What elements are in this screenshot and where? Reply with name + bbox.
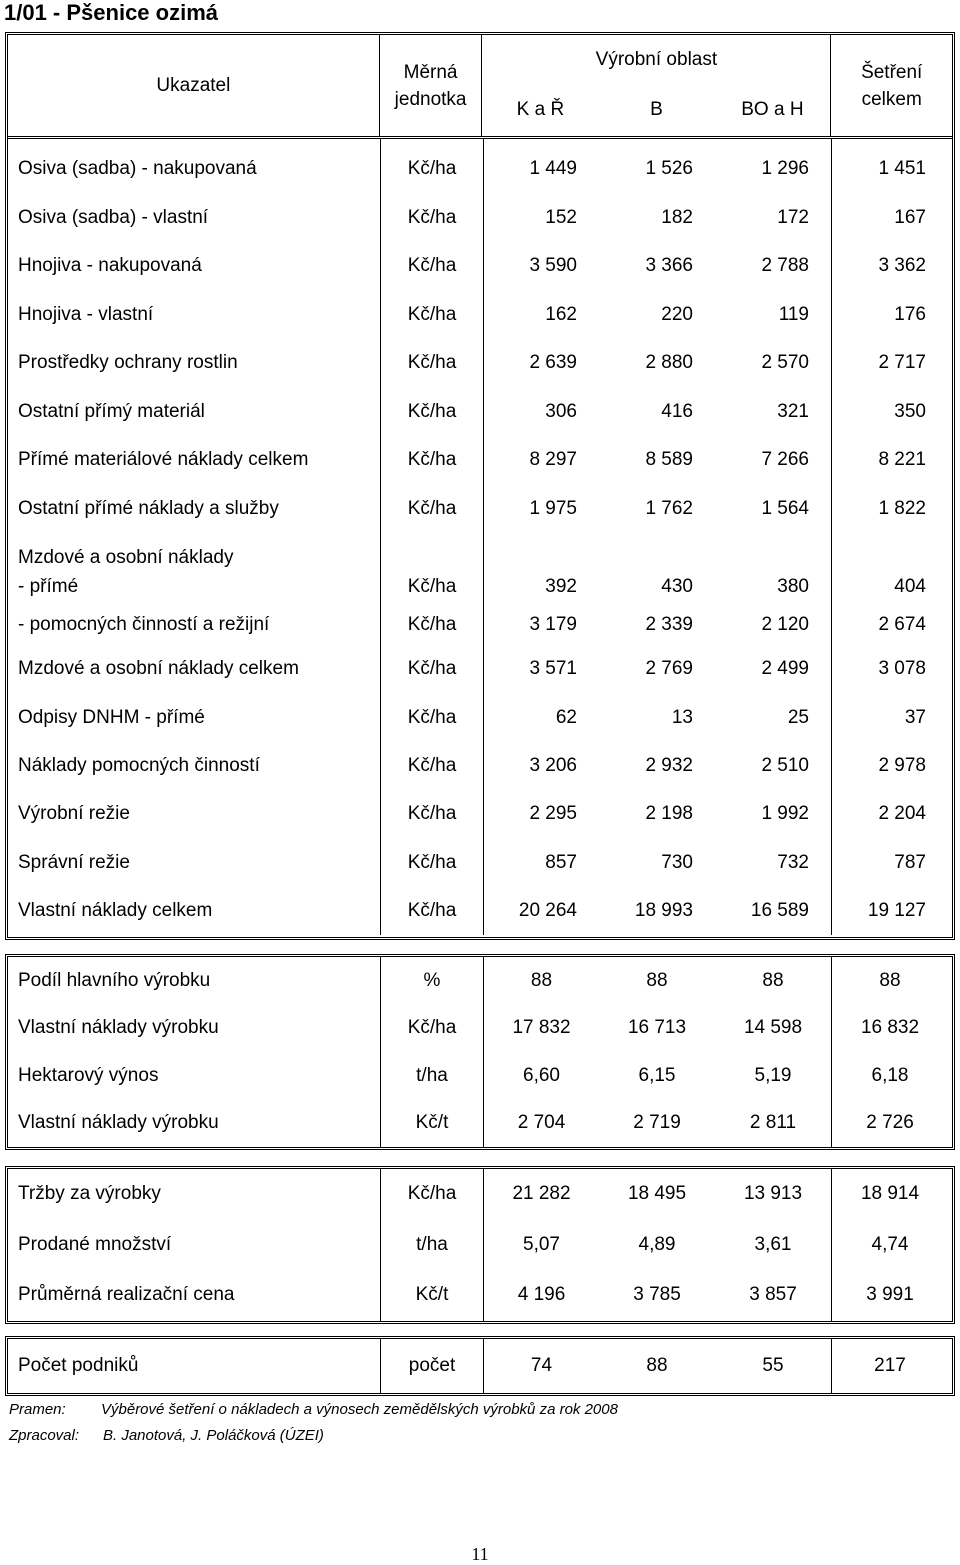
header-col-b: B: [650, 99, 663, 120]
row-label: Mzdové a osobní náklady celkem: [18, 658, 299, 680]
row-unit: %: [380, 957, 483, 1005]
value-celkem: 787: [831, 839, 948, 887]
value-boah: 13 913: [743, 1183, 803, 1205]
value-boah: 55: [762, 1355, 784, 1376]
row-unit: Kč/ha: [380, 742, 483, 790]
table-row: [8, 194, 952, 243]
table-row: [8, 339, 952, 388]
footnote-source-text: Výběrové šetření o nákladech a výnosech zemědělských výrobků za rok 2008: [101, 1401, 618, 1418]
header-setreni: [830, 35, 952, 136]
row-unit: Kč/ha: [380, 145, 483, 194]
value-boah: 2 120: [761, 614, 809, 635]
value-celkem: 1 822: [831, 485, 948, 534]
table-row: [8, 1005, 952, 1053]
value-celkem: 2 204: [831, 790, 948, 838]
header-unit-line1: Měrná: [403, 61, 458, 83]
table-row: [8, 1270, 952, 1321]
table-row: [8, 957, 952, 1005]
header-col-kar: K a Ř: [516, 99, 565, 120]
row-unit: Kč/ha: [380, 436, 483, 485]
header-setreni-line2: celkem: [861, 88, 922, 110]
value-b: 730: [661, 851, 693, 873]
page-title: 1/01 - Pšenice ozimá: [4, 0, 218, 25]
table-row: [8, 569, 952, 605]
value-boah: 2 788: [761, 255, 809, 277]
value-boah: 3,61: [754, 1233, 792, 1255]
value-kar: 6,60: [483, 1052, 599, 1100]
header-setreni-line1: Šetření: [861, 61, 923, 83]
table-body: [8, 139, 952, 935]
value-b: 220: [661, 303, 693, 325]
value-b: 2 880: [645, 352, 693, 374]
value-b: 2 719: [633, 1112, 681, 1134]
table-row: [8, 1100, 952, 1148]
value-boah: 1 992: [761, 803, 809, 825]
value-kar: 162: [483, 291, 599, 340]
row-label: Vlastní náklady výrobku: [18, 1017, 219, 1039]
header-oblast-label: Výrobní oblast: [595, 48, 718, 70]
footnote-source-label: Pramen:: [9, 1401, 66, 1418]
value-boah: 16 589: [750, 900, 809, 922]
row-unit: Kč/ha: [380, 645, 483, 693]
table-row: [8, 790, 952, 838]
empty-cell: [599, 533, 715, 569]
value-celkem: 2 726: [831, 1100, 948, 1148]
value-b: 2 932: [645, 754, 693, 776]
row-label: Hektarový výnos: [18, 1064, 159, 1086]
footnote-author: [9, 1427, 324, 1444]
value-kar: 5,07: [483, 1220, 599, 1271]
row-label: Vlastní náklady celkem: [18, 900, 213, 922]
row-unit: Kč/ha: [380, 569, 483, 605]
value-kar: 21 282: [483, 1169, 599, 1220]
row-label: Výrobní režie: [18, 803, 130, 825]
value-kar: 857: [483, 839, 599, 887]
value-celkem: 217: [831, 1339, 948, 1393]
value-kar: 1 449: [483, 145, 599, 194]
table-row-heading: [8, 533, 952, 569]
value-boah: 380: [777, 576, 809, 597]
value-celkem: 4,74: [831, 1220, 948, 1271]
empty-cell: [831, 533, 948, 569]
row-unit: Kč/t: [380, 1100, 483, 1148]
value-celkem: 16 832: [831, 1005, 948, 1053]
row-label: Hnojiva - vlastní: [18, 303, 154, 325]
row-unit: Kč/ha: [380, 339, 483, 388]
enterprise-count-body: [8, 1339, 952, 1393]
table-row: [8, 145, 952, 194]
table-row: [8, 839, 952, 887]
value-b: 13: [671, 706, 693, 728]
row-unit: Kč/ha: [380, 605, 483, 645]
value-b: 88: [646, 969, 668, 991]
value-boah: 2 510: [761, 754, 809, 776]
value-kar: 74: [483, 1339, 599, 1393]
table-row: [8, 742, 952, 790]
row-label: Tržby za výrobky: [18, 1183, 161, 1205]
value-kar: 20 264: [483, 887, 599, 935]
value-kar: 4 196: [483, 1270, 599, 1321]
sales-table-body: [8, 1169, 952, 1321]
row-label: Náklady pomocných činností: [18, 754, 260, 776]
header-ukazatel: [8, 35, 379, 136]
value-celkem: 18 914: [831, 1169, 948, 1220]
header-col-boah: BO a H: [741, 99, 804, 120]
value-boah: 1 296: [761, 158, 809, 180]
row-label: - pomocných činností a režijní: [18, 614, 270, 635]
value-kar: 88: [483, 957, 599, 1005]
row-label: Podíl hlavního výrobku: [18, 969, 211, 991]
product-table: [5, 954, 955, 1150]
value-celkem: 88: [831, 957, 948, 1005]
table-row: [8, 1052, 952, 1100]
page-number: 11: [471, 1544, 489, 1564]
row-unit: Kč/ha: [380, 1005, 483, 1053]
value-b: 430: [661, 576, 693, 597]
value-kar: 3 571: [483, 645, 599, 693]
value-b: 18 495: [627, 1183, 687, 1205]
row-label: Hnojiva - nakupovaná: [18, 255, 202, 277]
value-kar: 62: [483, 693, 599, 741]
header-oblast-group: [481, 35, 830, 136]
row-label: Osiva (sadba) - nakupovaná: [18, 158, 257, 180]
row-label: Správní režie: [18, 851, 130, 873]
value-b: 4,89: [638, 1233, 676, 1255]
row-label: Průměrná realizační cena: [18, 1284, 235, 1306]
row-label: - přímé: [18, 576, 79, 597]
value-b: 1 762: [645, 497, 693, 519]
table-row: [8, 388, 952, 437]
value-b: 1 526: [645, 158, 693, 180]
row-unit: Kč/ha: [380, 1169, 483, 1220]
table-row: [8, 436, 952, 485]
value-boah: 321: [777, 400, 809, 422]
table-row: [8, 645, 952, 693]
row-unit: Kč/t: [380, 1270, 483, 1321]
row-label: Ostatní přímé náklady a služby: [18, 497, 279, 519]
footnote-author-label: Zpracoval:: [9, 1427, 80, 1444]
row-unit: Kč/ha: [380, 887, 483, 935]
value-boah: 7 266: [761, 449, 809, 471]
row-label: Osiva (sadba) - vlastní: [18, 206, 209, 228]
row-label: Vlastní náklady výrobku: [18, 1112, 219, 1134]
row-unit: t/ha: [380, 1052, 483, 1100]
value-celkem: 2 674: [831, 605, 948, 645]
value-kar: 392: [483, 569, 599, 605]
header-ukazatel-label: Ukazatel: [156, 74, 231, 96]
value-boah: 2 499: [761, 658, 809, 680]
row-unit: Kč/ha: [380, 693, 483, 741]
row-label: Prostředky ochrany rostlin: [18, 352, 238, 374]
value-boah: 5,19: [754, 1064, 792, 1086]
value-celkem: 2 978: [831, 742, 948, 790]
header-oblast: [482, 35, 830, 84]
value-kar: 2 639: [483, 339, 599, 388]
row-label: Odpisy DNHM - přímé: [18, 706, 205, 728]
footnote-author-text: B. Janotová, J. Poláčková (ÚZEI): [103, 1427, 324, 1444]
row-unit: počet: [380, 1339, 483, 1393]
value-b: 2 339: [645, 614, 693, 635]
table-header: [8, 35, 952, 139]
row-label: Přímé materiálové náklady celkem: [18, 449, 309, 471]
value-celkem: 37: [831, 693, 948, 741]
value-celkem: 2 717: [831, 339, 948, 388]
value-celkem: 8 221: [831, 436, 948, 485]
value-celkem: 350: [831, 388, 948, 437]
value-celkem: 3 362: [831, 242, 948, 291]
value-celkem: 176: [831, 291, 948, 340]
value-boah: 1 564: [761, 497, 809, 519]
value-b: 6,15: [638, 1064, 676, 1086]
value-celkem: 1 451: [831, 145, 948, 194]
row-unit: Kč/ha: [380, 242, 483, 291]
value-b: 2 198: [645, 803, 693, 825]
value-b: 2 769: [645, 658, 693, 680]
table-row: [8, 1169, 952, 1220]
value-celkem: 167: [831, 194, 948, 243]
header-oblast-subcols: [482, 84, 830, 136]
value-kar: 17 832: [483, 1005, 599, 1053]
table-row: [8, 485, 952, 534]
value-b: 88: [646, 1355, 668, 1376]
value-b: 16 713: [627, 1017, 687, 1039]
value-boah: 2 811: [749, 1112, 797, 1134]
value-kar: 1 975: [483, 485, 599, 534]
value-kar: 3 206: [483, 742, 599, 790]
row-unit: Kč/ha: [380, 194, 483, 243]
product-table-body: [8, 957, 952, 1147]
row-unit: Kč/ha: [380, 291, 483, 340]
value-b: 8 589: [645, 449, 693, 471]
value-kar: 3 590: [483, 242, 599, 291]
empty-cell: [483, 533, 599, 569]
value-b: 416: [661, 400, 693, 422]
row-label: Ostatní přímý materiál: [18, 400, 205, 422]
value-kar: 152: [483, 194, 599, 243]
empty-cell: [715, 533, 831, 569]
table-row: [8, 605, 952, 645]
value-b: 3 785: [633, 1284, 681, 1306]
table-row: [8, 291, 952, 340]
value-kar: 3 179: [483, 605, 599, 645]
value-boah: 88: [762, 969, 784, 991]
row-heading-label: Mzdové a osobní náklady: [18, 547, 234, 568]
value-boah: 732: [777, 851, 809, 873]
value-kar: 306: [483, 388, 599, 437]
value-kar: 8 297: [483, 436, 599, 485]
value-b: 18 993: [634, 900, 693, 922]
table-row: [8, 1220, 952, 1271]
row-unit: Kč/ha: [380, 839, 483, 887]
row-label: Počet podniků: [18, 1355, 139, 1376]
row-unit: Kč/ha: [380, 388, 483, 437]
value-kar: 2 295: [483, 790, 599, 838]
value-boah: 2 570: [761, 352, 809, 374]
value-boah: 172: [777, 206, 809, 228]
table-row: [8, 242, 952, 291]
row-label: Prodané množství: [18, 1233, 172, 1255]
value-b: 182: [661, 206, 693, 228]
row-unit: t/ha: [380, 1220, 483, 1271]
row-unit: Kč/ha: [380, 790, 483, 838]
value-kar: 2 704: [483, 1100, 599, 1148]
value-celkem: 404: [831, 569, 948, 605]
value-celkem: 3 078: [831, 645, 948, 693]
row-unit: Kč/ha: [380, 485, 483, 534]
empty-cell: [380, 533, 483, 569]
header-unit: [379, 35, 482, 136]
sales-table: [5, 1166, 955, 1324]
footnote-source: [9, 1401, 618, 1418]
cost-table: [5, 32, 955, 940]
value-celkem: 3 991: [831, 1270, 948, 1321]
table-row: [8, 1339, 952, 1393]
table-row: [8, 887, 952, 935]
header-unit-line2: jednotka: [394, 88, 467, 110]
value-boah: 25: [787, 706, 809, 728]
value-boah: 3 857: [749, 1284, 797, 1306]
value-celkem: 6,18: [831, 1052, 948, 1100]
value-b: 3 366: [645, 255, 693, 277]
value-celkem: 19 127: [831, 887, 948, 935]
value-boah: 14 598: [743, 1017, 803, 1039]
enterprise-count-table: [5, 1336, 955, 1396]
value-boah: 119: [778, 303, 809, 325]
table-row: [8, 693, 952, 741]
